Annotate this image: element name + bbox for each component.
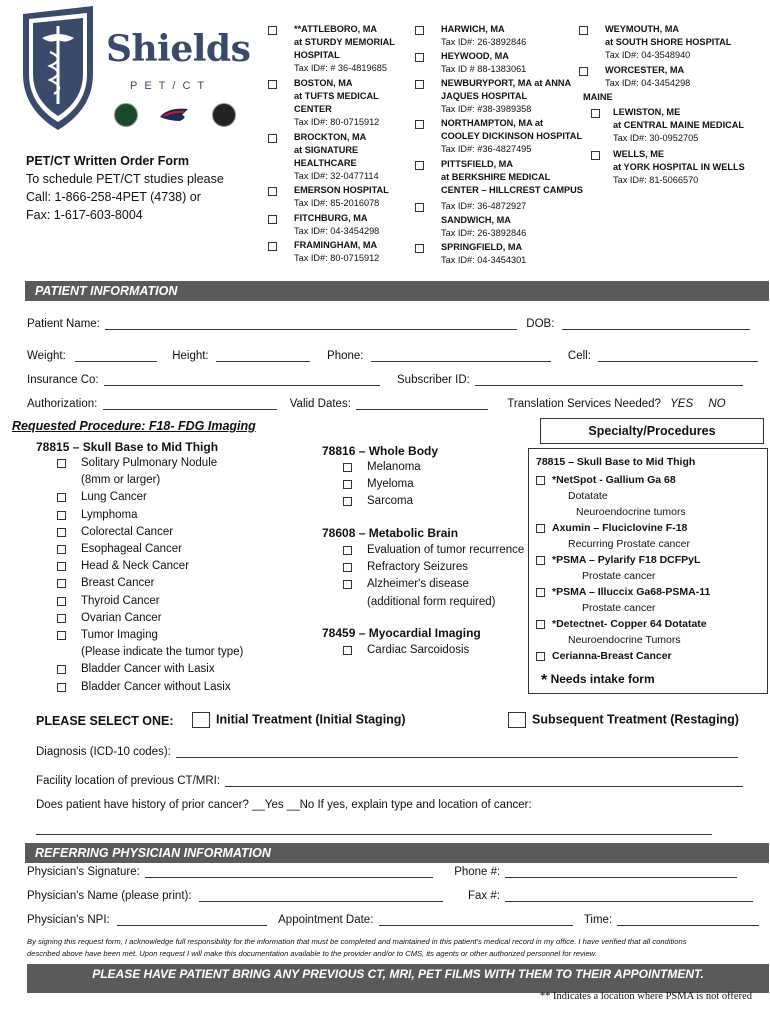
schedule-text: To schedule PET/CT studies please: [26, 172, 224, 186]
time-label: Time:: [583, 914, 613, 926]
npi-field[interactable]: [117, 914, 267, 926]
location-checkbox[interactable]: [415, 120, 424, 129]
valid-dates-label: Valid Dates:: [289, 398, 351, 410]
list-item[interactable]: Alzheimer's disease: [343, 576, 524, 593]
signature-field[interactable]: [145, 866, 433, 878]
bring-films-banner: [27, 964, 769, 993]
whole-body-title: 78816 – Whole Body: [322, 444, 439, 458]
location-lewiston: LEWISTON, ME at CENTRAL MAINE MEDICAL Tax ID#: 30-0952705: [613, 106, 744, 145]
call-text: Call: 1-866-258-4PET (4738) or: [26, 190, 201, 204]
list-item[interactable]: Lymphoma: [57, 507, 243, 524]
subsequent-treatment-checkbox[interactable]: [508, 712, 526, 728]
team-logos: [114, 101, 236, 131]
fax-text: Fax: 1-617-603-8004: [26, 208, 143, 222]
location-emerson: EMERSON HOSPITAL Tax ID#: 85-2016078: [294, 184, 389, 210]
subscriber-label: Subscriber ID:: [397, 374, 470, 386]
physician-fax-field[interactable]: [505, 890, 753, 902]
physician-name-label: Physician's Name (please print):: [27, 890, 192, 902]
location-attleboro: **ATTLEBORO, MA at STURDY MEMORIAL HOSPITAL Tax ID#: # 36-4819685: [294, 23, 395, 75]
asterisk: *: [541, 672, 548, 689]
cell-field[interactable]: [598, 350, 758, 362]
phone-label: Phone:: [327, 350, 364, 362]
diagnosis-label: Diagnosis (ICD-10 codes):: [36, 746, 171, 758]
intake-note-text: Needs intake form: [550, 672, 655, 686]
translation-label: Translation Services Needed?: [507, 398, 661, 410]
authorization-row: [27, 398, 726, 410]
shields-logo: [18, 4, 251, 134]
specialty-title: Specialty/Procedures: [588, 424, 716, 438]
history-field[interactable]: [36, 834, 712, 835]
height-field[interactable]: [216, 350, 310, 362]
list-item[interactable]: Cerianna-Breast Cancer: [532, 648, 710, 664]
patient-name-label: Patient Name:: [27, 318, 100, 330]
list-item[interactable]: Esophageal Cancer: [57, 541, 243, 558]
authorization-label: Authorization:: [27, 398, 98, 410]
skull-title: 78815 – Skull Base to Mid Thigh: [36, 440, 219, 454]
list-item-note: Prostate cancer: [582, 602, 656, 614]
list-item-note: Prostate cancer: [582, 570, 656, 582]
list-item[interactable]: *PSMA – Illuccix Ga68-PSMA-11: [532, 584, 710, 600]
dob-label: DOB:: [526, 318, 555, 330]
facility-row: [36, 775, 743, 787]
list-item[interactable]: *PSMA – Pylarify F18 DCFPyL: [532, 552, 710, 568]
list-item[interactable]: Solitary Pulmonary Nodule: [57, 455, 243, 472]
location-checkbox[interactable]: [591, 109, 600, 118]
disclaimer: By signing this request form, I acknowledge full responsibility for the information that must be completed and maintained in this patient's medical record in my office. I have verified that all conditions described above have been met. Upon request I will make this documentation available to the provider and/or to CMS, its agents or other authorized personnel for review.: [27, 937, 687, 958]
location-springfield: SPRINGFIELD, MA Tax ID#: 04-3454301: [441, 241, 526, 267]
location-checkbox[interactable]: [268, 134, 277, 143]
list-item[interactable]: Colorectal Cancer: [57, 524, 243, 541]
npi-row: [27, 914, 759, 926]
location-checkbox[interactable]: [268, 26, 277, 35]
list-item[interactable]: Thyroid Cancer: [57, 593, 243, 610]
authorization-field[interactable]: [103, 398, 277, 410]
location-checkbox[interactable]: [268, 187, 277, 196]
translation-yes[interactable]: YES: [670, 398, 694, 410]
appointment-field[interactable]: [379, 914, 573, 926]
state-maine: MAINE: [583, 92, 613, 102]
list-item[interactable]: Sarcoma: [343, 493, 421, 510]
cell-label: Cell:: [567, 350, 591, 362]
brand-name: Shields: [106, 28, 251, 70]
translation-no[interactable]: NO: [708, 398, 726, 410]
list-item[interactable]: Breast Cancer: [57, 575, 243, 592]
select-one-label: PLEASE SELECT ONE:: [36, 714, 174, 728]
weight-row: [27, 350, 758, 362]
list-item-note: (8mm or larger): [81, 474, 161, 487]
insurance-field[interactable]: [104, 374, 380, 386]
list-item[interactable]: *Detectnet- Copper 64 Dotatate: [532, 616, 710, 632]
physician-name-row: [27, 890, 753, 902]
list-item[interactable]: Bladder Cancer without Lasix: [57, 679, 243, 696]
banner-text: PLEASE HAVE PATIENT BRING ANY PREVIOUS CT, MRI, PET FILMS WITH THEM TO THEIR APPOINTMENT.: [92, 967, 704, 981]
dob-field[interactable]: [562, 318, 750, 330]
list-item[interactable]: Tumor Imaging: [57, 627, 243, 644]
location-weymouth: WEYMOUTH, MA at SOUTH SHORE HOSPITAL Tax ID#: 04-3548940: [605, 23, 731, 62]
shield-icon: [18, 4, 98, 132]
list-item-note: (additional form required): [367, 595, 496, 608]
initial-treatment-checkbox[interactable]: [192, 712, 210, 728]
height-label: Height:: [172, 350, 209, 362]
list-item[interactable]: Melanoma: [343, 459, 421, 476]
list-item-note: Recurring Prostate cancer: [568, 538, 690, 550]
list-item[interactable]: Lung Cancer: [57, 489, 243, 506]
list-item[interactable]: Cardiac Sarcoidosis: [343, 642, 469, 659]
signature-label: Physician's Signature:: [27, 866, 140, 878]
patient-name-row: [27, 318, 750, 330]
whole-body-list: [343, 459, 421, 511]
list-item[interactable]: *NetSpot - Gallium Ga 68: [532, 472, 710, 488]
history-label: Does patient have history of prior cancer? __Yes __No If yes, explain type and location of cancer:: [36, 799, 532, 811]
location-harwich: HARWICH, MA Tax ID#: 26-3892846: [441, 23, 526, 49]
list-item[interactable]: Bladder Cancer with Lasix: [57, 661, 243, 678]
time-field[interactable]: [617, 914, 759, 926]
location-checkbox[interactable]: [415, 53, 424, 62]
valid-dates-field[interactable]: [356, 398, 488, 410]
location-checkbox[interactable]: [415, 203, 424, 212]
fax-label: Fax #:: [467, 890, 500, 902]
form-info: [26, 152, 224, 224]
location-checkbox[interactable]: [268, 215, 277, 224]
location-checkbox[interactable]: [591, 151, 600, 160]
physician-name-field[interactable]: [199, 890, 443, 902]
location-checkbox[interactable]: [579, 26, 588, 35]
location-checkbox[interactable]: [268, 242, 277, 251]
location-boston: BOSTON, MA at TUFTS MEDICAL CENTER Tax ID#: 80-0715912: [294, 77, 379, 129]
list-item[interactable]: Axumin – Fluciclovine F-18: [532, 520, 710, 536]
myocardial-list: [343, 642, 469, 659]
requested-procedure-title: Requested Procedure: F18- FDG Imaging: [12, 419, 256, 433]
phone-label: Phone #:: [454, 866, 501, 878]
list-item-note: Neuroendocrine Tumors: [568, 634, 681, 646]
physician-phone-field[interactable]: [505, 866, 737, 878]
specialty-sub: 78815 – Skull Base to Mid Thigh: [536, 456, 696, 468]
location-worcester: WORCESTER, MA Tax ID#: 04-3454298: [605, 64, 690, 90]
insurance-label: Insurance Co:: [27, 374, 99, 386]
physician-info-header: REFERRING PHYSICIAN INFORMATION: [25, 843, 769, 863]
history-row: [36, 799, 532, 811]
facility-label: Facility location of previous CT/MRI:: [36, 775, 221, 787]
location-checkbox[interactable]: [415, 161, 424, 170]
intake-note: [541, 672, 655, 690]
specialty-list: [532, 472, 710, 664]
list-item-note: (Please indicate the tumor type): [81, 646, 244, 659]
myocardial-title: 78459 – Myocardial Imaging: [322, 626, 481, 640]
form-title: PET/CT Written Order Form: [26, 154, 189, 168]
location-heywood: HEYWOOD, MA Tax ID # 88-1383061: [441, 50, 526, 76]
location-wells: WELLS, ME at YORK HOSPITAL IN WELLS Tax ID#: 81-5066570: [613, 148, 745, 187]
appointment-label: Appointment Date:: [278, 914, 374, 926]
location-checkbox[interactable]: [415, 80, 424, 89]
diagnosis-field[interactable]: [176, 746, 738, 758]
celtics-icon: [114, 103, 138, 127]
list-item[interactable]: Myeloma: [343, 476, 421, 493]
diagnosis-row: [36, 746, 738, 758]
list-item[interactable]: Evaluation of tumor recurrence: [343, 542, 524, 559]
revolution-icon: [212, 103, 236, 127]
location-sandwich: SANDWICH, MA Tax ID#: 26-3892846: [441, 215, 527, 238]
location-checkbox[interactable]: [268, 80, 277, 89]
list-item[interactable]: Ovarian Cancer: [57, 610, 243, 627]
specialty-title-box: [540, 418, 764, 444]
list-item[interactable]: Head & Neck Cancer: [57, 558, 243, 575]
metabolic-brain-title: 78608 – Metabolic Brain: [322, 526, 459, 540]
subsequent-treatment-option[interactable]: Subsequent Treatment (Restaging): [508, 712, 739, 728]
weight-label: Weight:: [27, 350, 66, 362]
skull-list: [57, 455, 243, 696]
subscriber-field[interactable]: [475, 374, 743, 386]
patient-name-field[interactable]: [105, 318, 517, 330]
location-pittsfield: PITTSFIELD, MA at BERKSHIRE MEDICAL CENTER – HILLCREST CAMPUS: [441, 158, 583, 197]
location-newburyport: NEWBURYPORT, MA at ANNA JAQUES HOSPITAL Tax ID#: #38-3989358: [441, 77, 571, 116]
brand-sub: PET/CT: [130, 80, 212, 92]
location-framingham: FRAMINGHAM, MA Tax ID#: 80-0715912: [294, 239, 379, 265]
patient-info-header: PATIENT INFORMATION: [25, 281, 769, 301]
patriots-icon: [158, 105, 192, 125]
initial-treatment-option[interactable]: Initial Treatment (Initial Staging): [192, 712, 406, 728]
location-fitchburg: FITCHBURG, MA Tax ID#: 04-3454298: [294, 212, 379, 238]
list-item-note: Dotatate: [568, 490, 608, 502]
location-northampton: NORTHAMPTON, MA at COOLEY DICKINSON HOSPITAL Tax ID#: #36-4827495: [441, 117, 582, 156]
select-one-row: [36, 712, 766, 732]
list-item[interactable]: Refractory Seizures: [343, 559, 524, 576]
brain-list: [343, 542, 524, 611]
npi-label: Physician's NPI:: [27, 914, 110, 926]
phone-field[interactable]: [371, 350, 551, 362]
location-checkbox[interactable]: [579, 67, 588, 76]
facility-field[interactable]: [225, 775, 743, 787]
insurance-row: [27, 374, 743, 386]
weight-field[interactable]: [75, 350, 157, 362]
list-item-note: Neuroendocrine tumors: [576, 506, 686, 518]
location-brockton: BROCKTON, MA at SIGNATURE HEALTHCARE Tax ID#: 32-0477114: [294, 131, 379, 183]
location-checkbox[interactable]: [415, 244, 424, 253]
location-checkbox[interactable]: [415, 26, 424, 35]
signature-row: [27, 866, 737, 878]
footnote: ** Indicates a location where PSMA is not offered: [539, 991, 752, 1002]
location-pittsfield-tax: Tax ID#: 36-4872927: [441, 200, 526, 213]
